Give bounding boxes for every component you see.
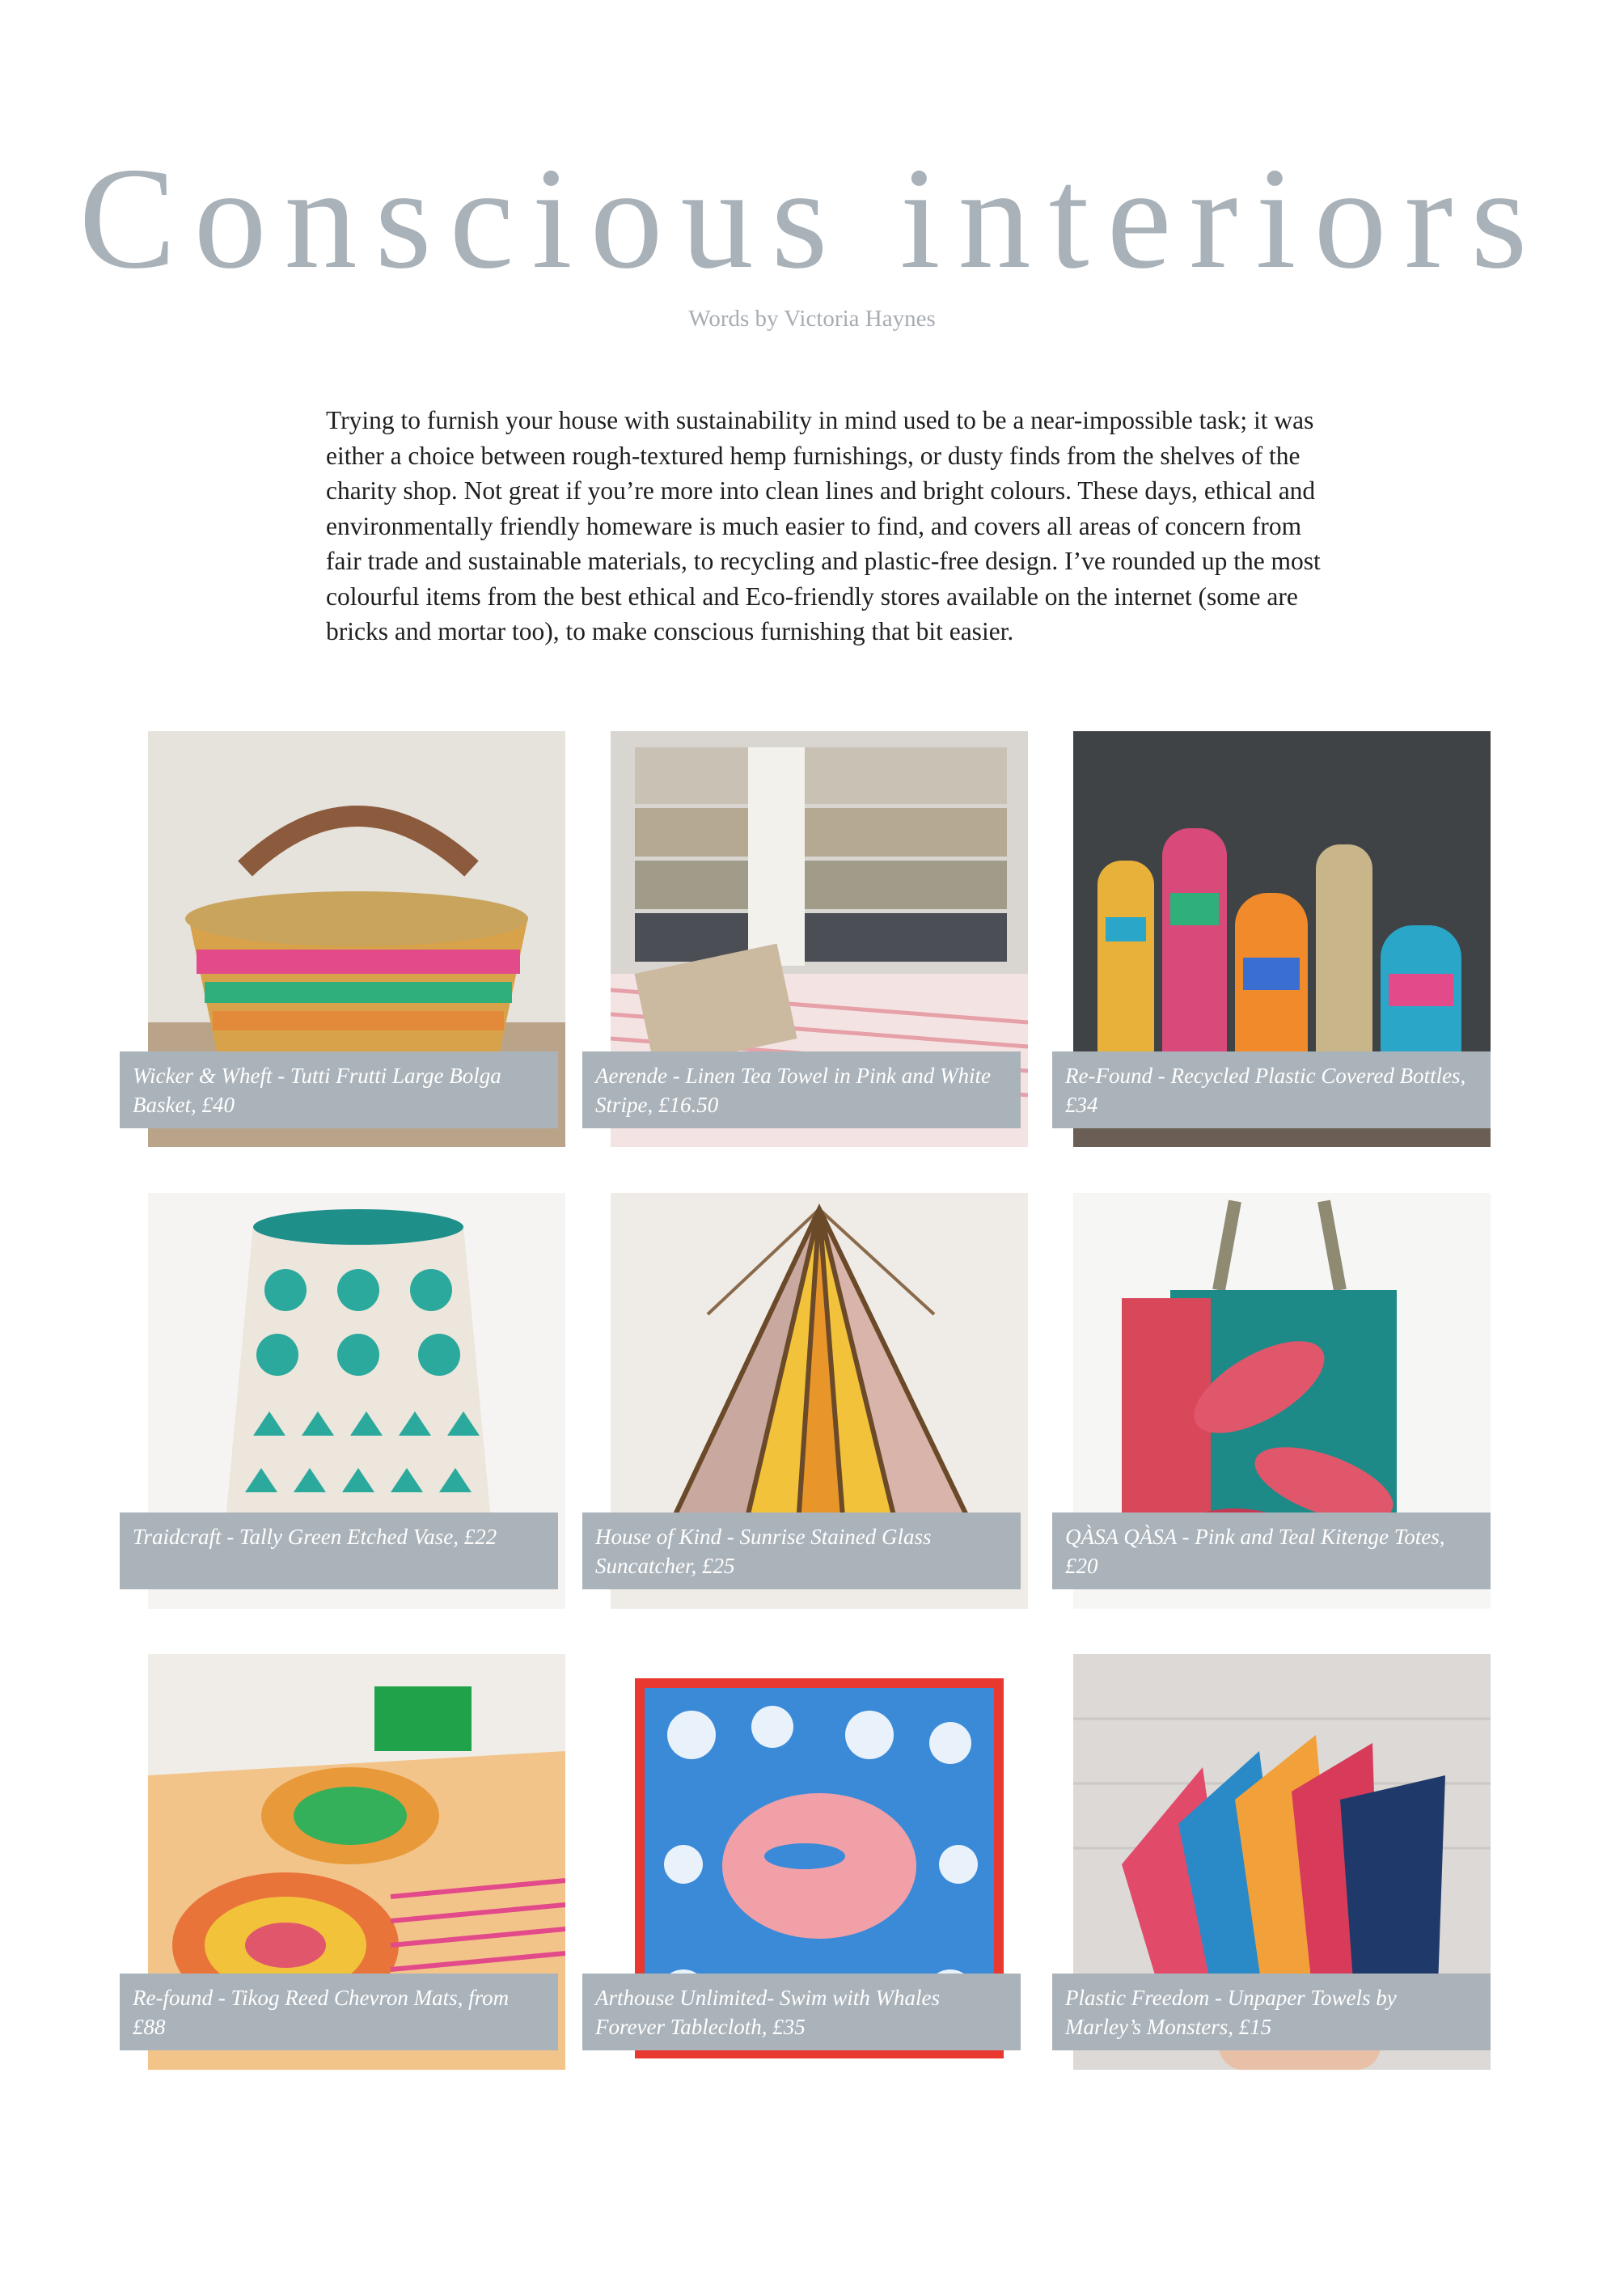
product-caption: Plastic Freedom - Unpaper Towels by Marley’s Monsters, £15: [1052, 1974, 1491, 2050]
byline: Words by Victoria Haynes: [688, 306, 936, 332]
page-title: Conscious interiors: [78, 137, 1546, 298]
product-caption: House of Kind - Sunrise Stained Glass Suncatcher, £25: [582, 1512, 1021, 1589]
product-caption: Re-Found - Recycled Plastic Covered Bottles, £34: [1052, 1051, 1491, 1128]
product-caption: Wicker & Wheft - Tutti Frutti Large Bolga Basket, £40: [120, 1051, 558, 1128]
intro-paragraph: Trying to furnish your house with sustainability in mind used to be a near-impossible task; it was either a choice between rough-textured hemp furnishings, or dusty finds from the shelves of the charity shop. Not great if you’re more into clean lines and bright colours. These days, ethical and environmentally friendly homeware is much easier to find, and covers all areas of concern from fair trade and sustainable materials, to recycling and plastic-free design. I’ve rounded up the most colourful items from the best ethical and Eco-friendly stores available on the internet (some are bricks and mortar too), to make conscious furnishing that bit easier.: [326, 406, 1321, 645]
product-caption: Arthouse Unlimited- Swim with Whales Forever Tablecloth, £35: [582, 1974, 1021, 2050]
product-caption: Aerende - Linen Tea Towel in Pink and White Stripe, £16.50: [582, 1051, 1021, 1128]
product-caption: QÀSA QÀSA - Pink and Teal Kitenge Totes, £20: [1052, 1512, 1491, 1589]
product-caption: Traidcraft - Tally Green Etched Vase, £22: [120, 1512, 558, 1589]
product-caption: Re-found - Tikog Reed Chevron Mats, from £88: [120, 1974, 558, 2050]
